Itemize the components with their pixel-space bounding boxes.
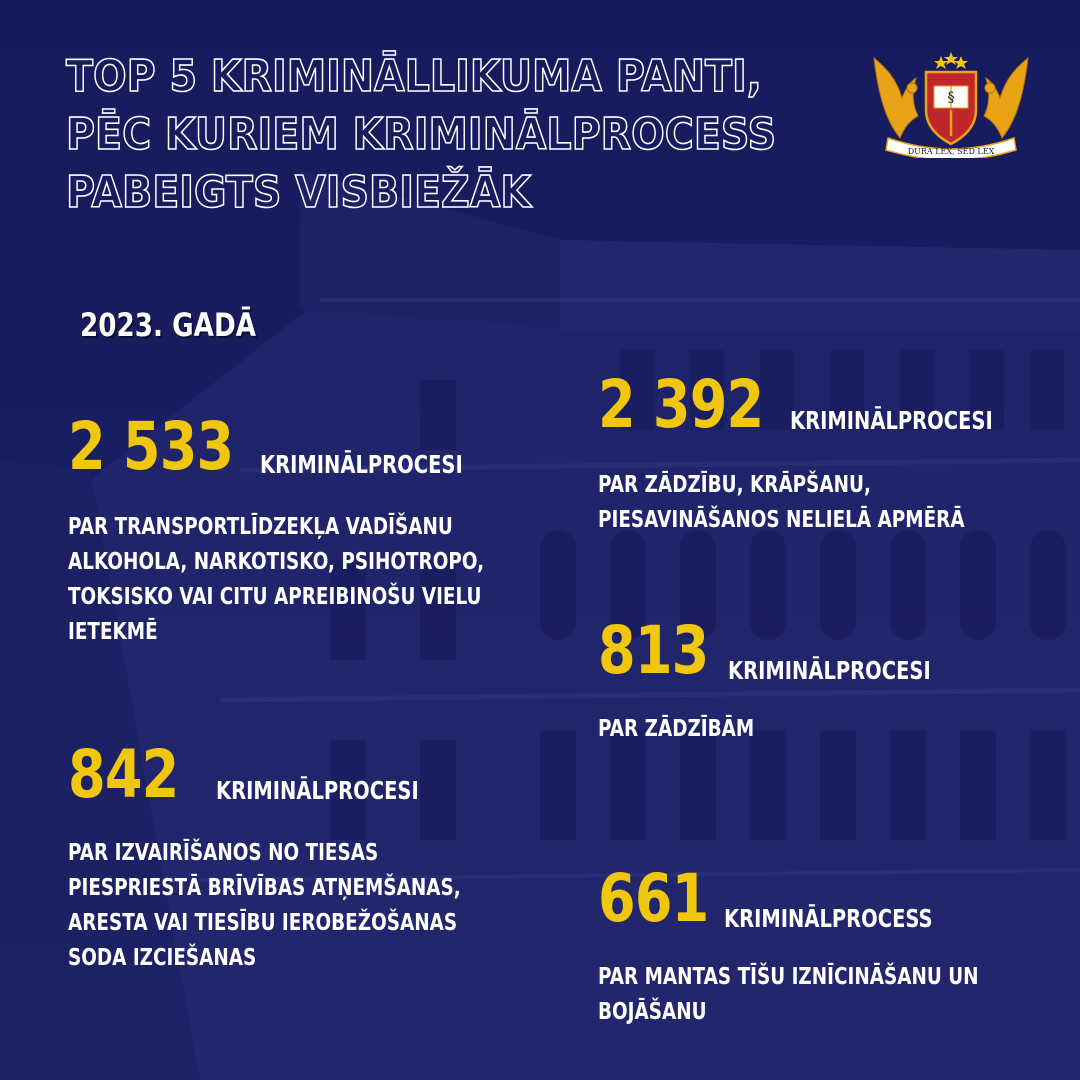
stat-number: 842 [68, 736, 179, 813]
stat-description [598, 468, 965, 538]
logo-motto: DURA LEX, SED LEX [907, 147, 995, 156]
description-line: SODA IZCIEŠANAS [68, 945, 257, 971]
coat-of-arms-icon [866, 48, 1036, 158]
description-line: PIESAVINĀŠANOS NELIELĀ APMĒRĀ [598, 507, 965, 533]
title-line-2: PĒC KURIEM KRIMINĀLPROCESS [66, 109, 777, 160]
stat-number: 2 533 [68, 408, 234, 485]
stat-description [68, 510, 484, 650]
description-line: IETEKMĒ [68, 619, 158, 645]
page-title [66, 48, 777, 222]
stat-label: KRIMINĀLPROCESI [790, 406, 993, 435]
title-line-1: TOP 5 KRIMINĀLLIKUMA PANTI, [66, 51, 762, 102]
stat-label: KRIMINĀLPROCESI [260, 450, 463, 479]
description-line: PAR ZĀDZĪBU, KRĀPŠANU, [598, 472, 871, 498]
description-line: PAR TRANSPORTLĪDZEKĻA VADĪŠANU [68, 514, 453, 540]
stat-number: 661 [598, 860, 709, 937]
stat-number: 813 [598, 612, 709, 689]
description-line: PAR IZVAIRĪŠANOS NO TIESAS [68, 840, 379, 866]
stat-description [598, 960, 979, 1030]
description-line: BOJĀŠANU [598, 999, 707, 1025]
description-line: PAR ZĀDZĪBĀM [598, 716, 755, 742]
stat-description [598, 712, 754, 747]
description-line: PAR MANTAS TĪŠU IZNĪCINĀŠANU UN [598, 964, 979, 990]
year-label: 2023. GADĀ [80, 306, 257, 344]
description-line: TOKSISKO VAI CITU APREIBINOŠU VIELU [68, 584, 482, 610]
description-line: ARESTA VAI TIESĪBU IEROBEŽOŠANAS [68, 910, 458, 936]
description-line: PIESPRIESTĀ BRĪVĪBAS ATŅEMŠANAS, [68, 875, 461, 901]
svg-text:§: § [947, 90, 955, 106]
stat-theft-fraud [598, 366, 800, 443]
stat-label: KRIMINĀLPROCESI [728, 656, 931, 685]
description-line: ALKOHOLA, NARKOTISKO, PSIHOTROPO, [68, 549, 485, 575]
stat-evasion-of-sentence [68, 736, 203, 813]
stat-number: 2 392 [598, 366, 764, 443]
stat-property-damage [598, 860, 733, 937]
stat-label: KRIMINĀLPROCESI [216, 776, 419, 805]
stat-label: KRIMINĀLPROCESS [724, 904, 933, 933]
stat-drunk-driving [68, 408, 270, 485]
stat-description [68, 836, 461, 976]
title-line-3: PABEIGTS VISBIEŽĀK [66, 167, 532, 218]
stat-thefts [598, 612, 733, 689]
